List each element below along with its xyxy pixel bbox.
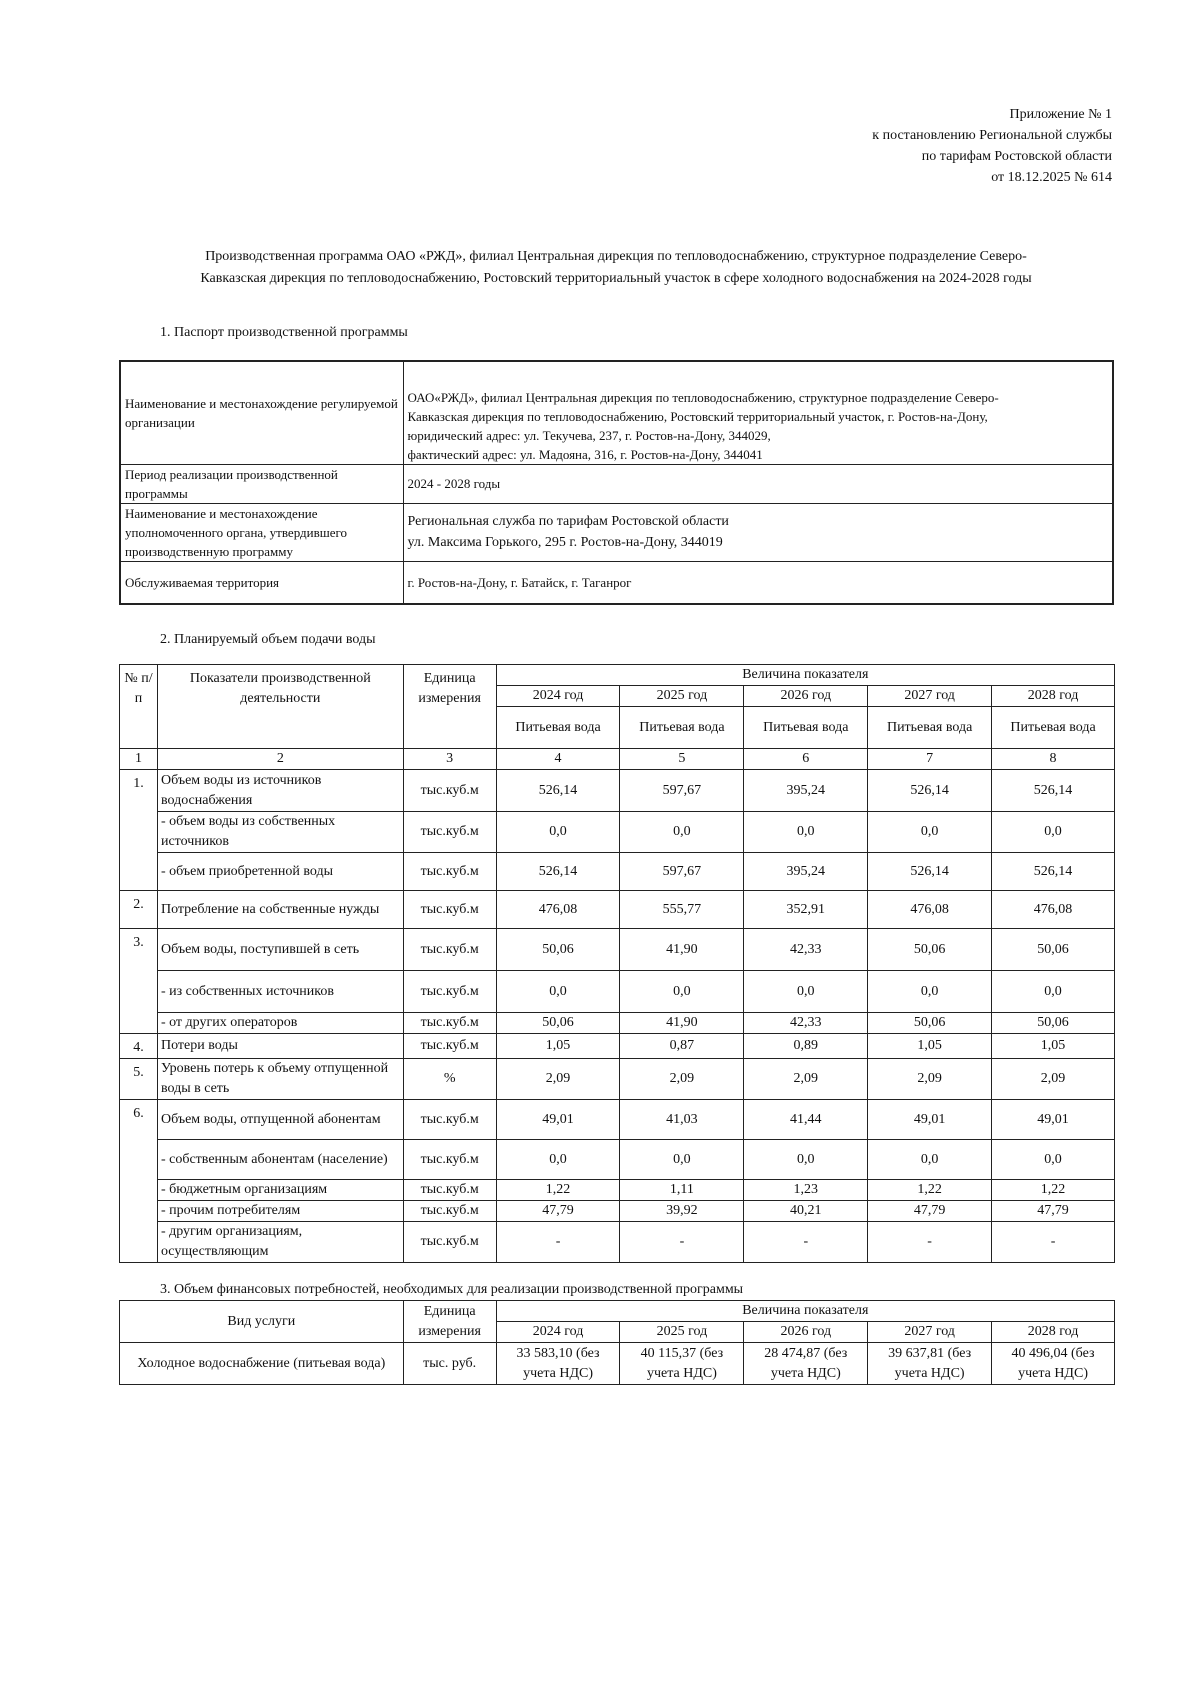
passport-row	[120, 503, 1113, 561]
column-number: 6	[744, 749, 868, 770]
indicator-name: - объем воды из собственных источников	[157, 812, 403, 853]
value-cell: 526,14	[868, 770, 992, 812]
value-cell: 40,21	[744, 1201, 868, 1222]
value-cell: 395,24	[744, 770, 868, 812]
value-cell: 2,09	[620, 1059, 744, 1100]
passport-value	[403, 503, 1113, 561]
indicator-name: - другим организациям, осуществляющим	[157, 1222, 403, 1263]
value-cell: 0,0	[620, 971, 744, 1013]
value-cell: 50,06	[992, 1013, 1115, 1034]
col-unit-header: Единица измерения	[403, 665, 496, 749]
year-header: 2027 год	[868, 1322, 992, 1343]
value-cell: 0,0	[744, 971, 868, 1013]
indicator-name: - бюджетным организациям	[157, 1180, 403, 1201]
table-row	[120, 1343, 1115, 1385]
indicator-name: Объем воды, отпущенной абонентам	[157, 1100, 403, 1140]
title-line: Кавказская дирекция по тепловодоснабжению, Ростовский территориальный участок в сфере холодного водоснабжения на 2024-2028 годы	[200, 271, 1032, 286]
value-cell: 0,0	[868, 1140, 992, 1180]
indicator-name: - собственным абонентам (население)	[157, 1140, 403, 1180]
year-header: 2026 год	[744, 1322, 868, 1343]
value-cell: 526,14	[496, 853, 620, 891]
value-cell: 0,0	[868, 971, 992, 1013]
year-header: 2027 год	[868, 686, 992, 707]
year-header: 2028 год	[992, 1322, 1115, 1343]
table-row	[120, 1013, 1115, 1034]
column-number: 8	[992, 749, 1115, 770]
document-title	[118, 246, 1114, 290]
value-cell: 49,01	[868, 1100, 992, 1140]
value-cell: 47,79	[496, 1201, 620, 1222]
value-cell: -	[868, 1222, 992, 1263]
value-cell: 2,09	[992, 1059, 1115, 1100]
water-type-header: Питьевая вода	[744, 707, 868, 749]
financial-needs-table	[119, 1300, 1115, 1385]
value-cell: 41,90	[620, 1013, 744, 1034]
value-cell: 50,06	[992, 929, 1115, 971]
value-cell: 597,67	[620, 770, 744, 812]
passport-value-line: ул. Максима Горького, 295 г. Ростов-на-Дону, 344019	[407, 535, 723, 550]
value-cell: 50,06	[496, 1013, 620, 1034]
approval-line: к постановлению Региональной службы	[872, 128, 1112, 143]
column-number: 2	[157, 749, 403, 770]
passport-value-line: Кавказская дирекция по тепловодоснабжению, Ростовский территориальный участок, г. Ростов-на-Дону,	[407, 408, 988, 424]
value-cell: 33 583,10 (без учета НДС)	[496, 1343, 620, 1385]
indicator-name: Потери воды	[157, 1034, 403, 1059]
unit-cell: тыс.куб.м	[403, 1222, 496, 1263]
table-row	[120, 891, 1115, 929]
passport-value-line: Региональная служба по тарифам Ростовской области	[407, 514, 729, 529]
value-cell: 526,14	[496, 770, 620, 812]
column-number-row	[120, 749, 1115, 770]
table-row	[120, 1201, 1115, 1222]
section3-heading: 3. Объем финансовых потребностей, необходимых для реализации производственной программы	[160, 1282, 744, 1297]
table-row	[120, 929, 1115, 971]
value-cell: 42,33	[744, 929, 868, 971]
service-name: Холодное водоснабжение (питьевая вода)	[120, 1343, 404, 1385]
column-number: 7	[868, 749, 992, 770]
unit-cell: тыс.куб.м	[403, 770, 496, 812]
row-number: 3.	[120, 929, 158, 1034]
table-row	[120, 1222, 1115, 1263]
passport-value-line: юридический адрес: ул. Текучева, 237, г. Ростов-на-Дону, 344029,	[407, 427, 771, 443]
value-cell: 0,0	[992, 971, 1115, 1013]
value-cell: 597,67	[620, 853, 744, 891]
value-cell: 526,14	[992, 770, 1115, 812]
passport-label: Наименование и местонахождение уполномоченного органа, утвердившего производственную программу	[120, 503, 403, 561]
table-row	[120, 1140, 1115, 1180]
value-cell: 476,08	[496, 891, 620, 929]
unit-cell: тыс. руб.	[403, 1343, 496, 1385]
value-cell: 49,01	[992, 1100, 1115, 1140]
row-number: 4.	[120, 1034, 158, 1059]
passport-label: Обслуживаемая территория	[120, 561, 403, 604]
row-number: 2.	[120, 891, 158, 929]
value-cell: 0,0	[496, 971, 620, 1013]
year-header: 2026 год	[744, 686, 868, 707]
water-type-header: Питьевая вода	[992, 707, 1115, 749]
value-cell: 555,77	[620, 891, 744, 929]
value-cell: 1,05	[992, 1034, 1115, 1059]
value-cell: 41,03	[620, 1100, 744, 1140]
unit-cell: тыс.куб.м	[403, 971, 496, 1013]
value-cell: 1,22	[496, 1180, 620, 1201]
value-cell: -	[992, 1222, 1115, 1263]
indicator-name: - прочим потребителям	[157, 1201, 403, 1222]
value-cell: 47,79	[992, 1201, 1115, 1222]
col-indicator-header: Показатели производственной деятельности	[157, 665, 403, 749]
unit-cell: %	[403, 1059, 496, 1100]
value-cell: 0,0	[868, 812, 992, 853]
indicator-name: Объем воды, поступившей в сеть	[157, 929, 403, 971]
column-number: 5	[620, 749, 744, 770]
table-row	[120, 1059, 1115, 1100]
passport-value: 2024 - 2028 годы	[403, 464, 1113, 503]
unit-cell: тыс.куб.м	[403, 1201, 496, 1222]
value-cell: 0,0	[620, 1140, 744, 1180]
value-cell: 1,05	[868, 1034, 992, 1059]
value-cell: 1,22	[992, 1180, 1115, 1201]
value-cell: 40 115,37 (без учета НДС)	[620, 1343, 744, 1385]
passport-value-line: фактический адрес: ул. Мадояна, 316, г. Ростов-на-Дону, 344041	[407, 446, 763, 462]
unit-cell: тыс.куб.м	[403, 1180, 496, 1201]
value-cell: 39,92	[620, 1201, 744, 1222]
water-volume-body	[120, 770, 1115, 1263]
value-cell: 0,0	[496, 812, 620, 853]
value-cell: 476,08	[868, 891, 992, 929]
table-row	[120, 812, 1115, 853]
passport-table	[119, 360, 1114, 605]
value-cell: 526,14	[992, 853, 1115, 891]
value-cell: 0,0	[744, 812, 868, 853]
column-number: 3	[403, 749, 496, 770]
passport-label: Период реализации производственной программы	[120, 464, 403, 503]
unit-cell: тыс.куб.м	[403, 1034, 496, 1059]
table-row	[120, 770, 1115, 812]
unit-cell: тыс.куб.м	[403, 1013, 496, 1034]
value-cell: 0,89	[744, 1034, 868, 1059]
indicator-name: Потребление на собственные нужды	[157, 891, 403, 929]
passport-row	[120, 561, 1113, 604]
col-service-header: Вид услуги	[120, 1301, 404, 1343]
approval-block	[692, 104, 1112, 188]
column-number: 1	[120, 749, 158, 770]
value-cell: 2,09	[868, 1059, 992, 1100]
value-cell: 47,79	[868, 1201, 992, 1222]
section1-heading: 1. Паспорт производственной программы	[160, 325, 408, 340]
value-cell: 395,24	[744, 853, 868, 891]
table-row	[120, 853, 1115, 891]
value-cell: 42,33	[744, 1013, 868, 1034]
value-cell: 50,06	[868, 929, 992, 971]
value-cell: 2,09	[496, 1059, 620, 1100]
value-cell: 1,05	[496, 1034, 620, 1059]
value-cell: 1,22	[868, 1180, 992, 1201]
unit-cell: тыс.куб.м	[403, 1100, 496, 1140]
row-number: 6.	[120, 1100, 158, 1263]
value-cell: 526,14	[868, 853, 992, 891]
year-header: 2025 год	[620, 1322, 744, 1343]
year-header: 2024 год	[496, 1322, 620, 1343]
unit-cell: тыс.куб.м	[403, 891, 496, 929]
value-cell: 0,0	[744, 1140, 868, 1180]
water-type-header: Питьевая вода	[496, 707, 620, 749]
water-type-header: Питьевая вода	[868, 707, 992, 749]
title-line: Производственная программа ОАО «РЖД», филиал Центральная дирекция по тепловодоснабжению, структурное подразделение Северо-	[205, 249, 1027, 264]
unit-cell: тыс.куб.м	[403, 853, 496, 891]
col-unit-header: Единица измерения	[403, 1301, 496, 1343]
passport-value	[403, 361, 1113, 464]
water-volume-table	[119, 664, 1115, 1263]
indicator-name: - объем приобретенной воды	[157, 853, 403, 891]
value-cell: 0,87	[620, 1034, 744, 1059]
value-cell: 1,11	[620, 1180, 744, 1201]
value-cell: 0,0	[992, 1140, 1115, 1180]
year-header: 2025 год	[620, 686, 744, 707]
table-row	[120, 1034, 1115, 1059]
value-cell: 1,23	[744, 1180, 868, 1201]
col-num-header: № п/п	[120, 665, 158, 749]
table-row	[120, 1100, 1115, 1140]
column-number: 4	[496, 749, 620, 770]
row-number: 1.	[120, 770, 158, 891]
year-header: 2028 год	[992, 686, 1115, 707]
passport-value-line: ОАО«РЖД», филиал Центральная дирекция по тепловодоснабжению, структурное подразделение Северо-	[407, 389, 999, 405]
value-cell: 0,0	[992, 812, 1115, 853]
unit-cell: тыс.куб.м	[403, 929, 496, 971]
table-row	[120, 1180, 1115, 1201]
section2-heading: 2. Планируемый объем подачи воды	[160, 632, 376, 647]
table-row	[120, 971, 1115, 1013]
value-cell: 50,06	[868, 1013, 992, 1034]
value-cell: 41,90	[620, 929, 744, 971]
value-cell: 0,0	[496, 1140, 620, 1180]
passport-row	[120, 464, 1113, 503]
value-cell: 40 496,04 (без учета НДС)	[992, 1343, 1115, 1385]
passport-value: г. Ростов-на-Дону, г. Батайск, г. Таганрог	[403, 561, 1113, 604]
value-cell: 41,44	[744, 1100, 868, 1140]
unit-cell: тыс.куб.м	[403, 1140, 496, 1180]
value-cell: 0,0	[620, 812, 744, 853]
row-number: 5.	[120, 1059, 158, 1100]
indicator-name: Уровень потерь к объему отпущенной воды в сеть	[157, 1059, 403, 1100]
passport-label: Наименование и местонахождение регулируемой организации	[120, 361, 403, 464]
year-header: 2024 год	[496, 686, 620, 707]
unit-cell: тыс.куб.м	[403, 812, 496, 853]
approval-line: по тарифам Ростовской области	[921, 149, 1112, 164]
approval-line: от 18.12.2025 № 614	[991, 170, 1112, 185]
water-type-header: Питьевая вода	[620, 707, 744, 749]
value-cell: 39 637,81 (без учета НДС)	[868, 1343, 992, 1385]
col-value-header: Величина показателя	[496, 1301, 1114, 1322]
value-cell: 2,09	[744, 1059, 868, 1100]
indicator-name: Объем воды из источников водоснабжения	[157, 770, 403, 812]
passport-row	[120, 361, 1113, 464]
value-cell: 49,01	[496, 1100, 620, 1140]
value-cell: 476,08	[992, 891, 1115, 929]
value-cell: 352,91	[744, 891, 868, 929]
indicator-name: - от других операторов	[157, 1013, 403, 1034]
col-value-header: Величина показателя	[496, 665, 1114, 686]
value-cell: -	[496, 1222, 620, 1263]
indicator-name: - из собственных источников	[157, 971, 403, 1013]
approval-line: Приложение № 1	[1009, 107, 1112, 122]
value-cell: -	[744, 1222, 868, 1263]
value-cell: 50,06	[496, 929, 620, 971]
value-cell: -	[620, 1222, 744, 1263]
value-cell: 28 474,87 (без учета НДС)	[744, 1343, 868, 1385]
